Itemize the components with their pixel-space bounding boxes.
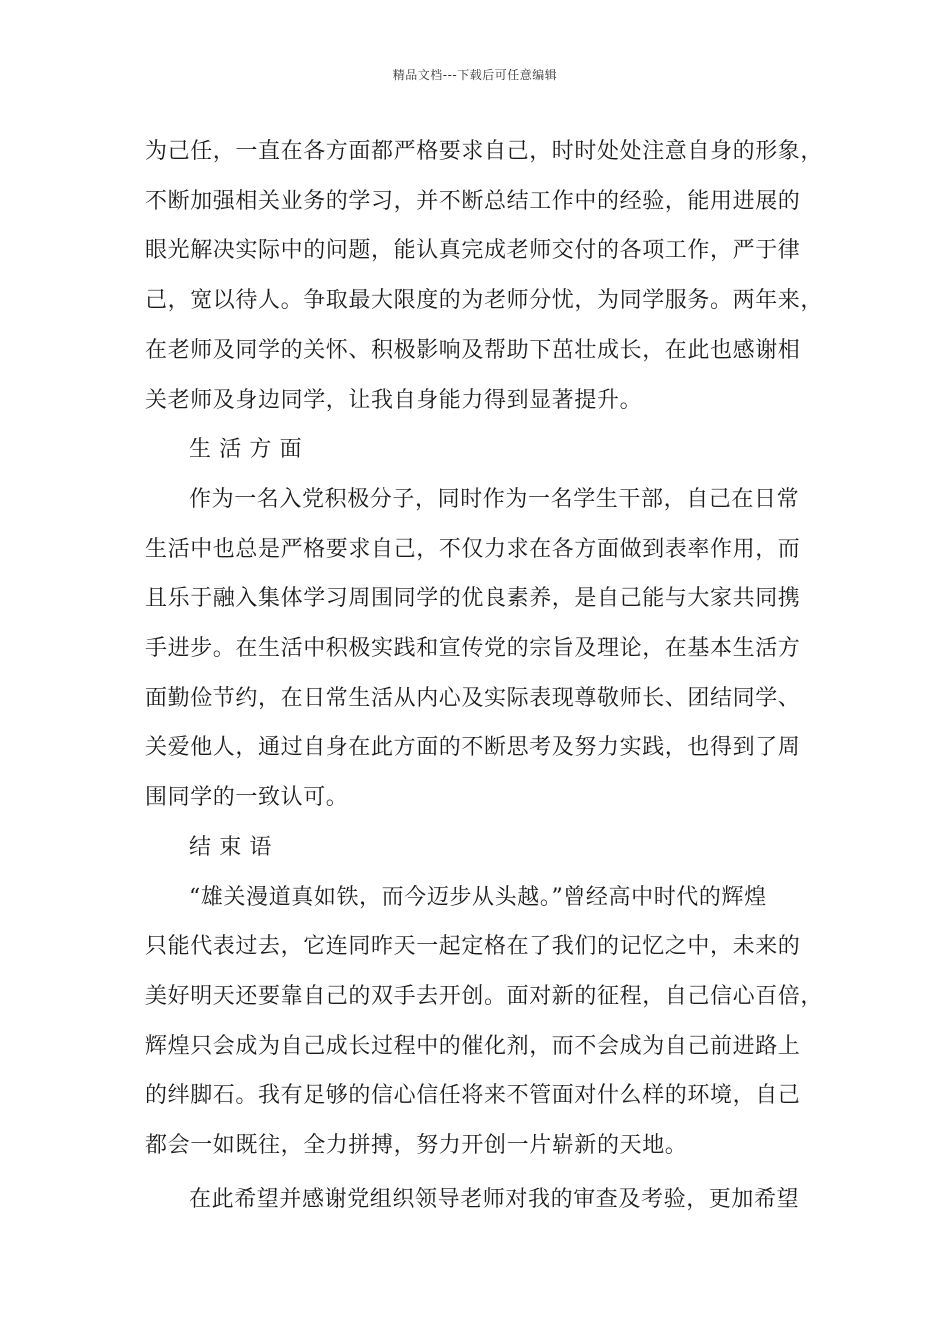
page-header: 精品文档---下载后可任意编辑	[392, 68, 558, 82]
text-line: 辉煌只会成为自己成长过程中的催化剂，而不会成为自己前进路上	[145, 1033, 801, 1059]
text-line: 面勤俭节约，在日常生活从内心及实际表现尊敬师长、团结同学、	[145, 685, 801, 711]
text-line: 的绊脚石。我有足够的信心信任将来不管面对什么样的环境，自己	[145, 1083, 801, 1109]
paragraph-life	[145, 475, 813, 823]
document-body	[145, 127, 824, 1224]
text-line: 美好明天还要靠自己的双手去开创。面对新的征程，自己信心百倍，	[145, 983, 824, 1009]
text-line: 都会一如既往，全力拼搏，努力开创一片崭新的天地。	[145, 1133, 688, 1159]
text-line: 在此希望并感谢党组织领导老师对我的审查及考验，更加希望	[189, 1186, 800, 1212]
paragraph-thanks	[145, 1175, 813, 1225]
paragraph-conclusion	[145, 873, 824, 1171]
text-line: 关爱他人，通过自身在此方面的不断思考及努力实践，也得到了周	[145, 735, 801, 761]
paragraph-work-continuation	[145, 127, 824, 425]
section-heading-life	[145, 425, 813, 475]
text-line: 作为一名入党积极分子，同时作为一名学生干部，自己在日常	[189, 486, 800, 512]
text-line: 关老师及身边同学，让我自身能力得到显著提升。	[145, 387, 643, 413]
text-line: 只能代表过去，它连同昨天一起定格在了我们的记忆之中，未来的	[145, 934, 801, 960]
text-line: “雄关漫道真如铁，而今迈步从头越。”曾经高中时代的辉煌	[189, 884, 767, 910]
text-line: 不断加强相关业务的学习，并不断总结工作中的经验，能用进展的	[145, 188, 801, 214]
text-line: 生活中也总是严格要求自己，不仅力求在各方面做到表率作用，而	[145, 536, 801, 562]
text-line: 在老师及同学的关怀、积极影响及帮助下茁壮成长，在此也感谢相	[145, 337, 801, 363]
section-heading-conclusion	[145, 823, 813, 873]
text-line: 为己任，一直在各方面都严格要求自己，时时处处注意自身的形象，	[145, 139, 824, 164]
heading-text: 生 活 方 面	[189, 437, 303, 463]
text-line: 手进步。在生活中积极实践和宣传党的宗旨及理论，在基本生活方	[145, 636, 801, 662]
text-line: 且乐于融入集体学习周围同学的优良素养，是自己能与大家共同携	[145, 586, 801, 612]
heading-text: 结 束 语	[189, 834, 272, 860]
text-line: 眼光解决实际中的问题，能认真完成老师交付的各项工作，严于律	[145, 238, 801, 264]
text-line: 围同学的一致认可。	[145, 785, 349, 811]
text-line: 己，宽以待人。争取最大限度的为老师分忧，为同学服务。两年来，	[145, 288, 824, 314]
